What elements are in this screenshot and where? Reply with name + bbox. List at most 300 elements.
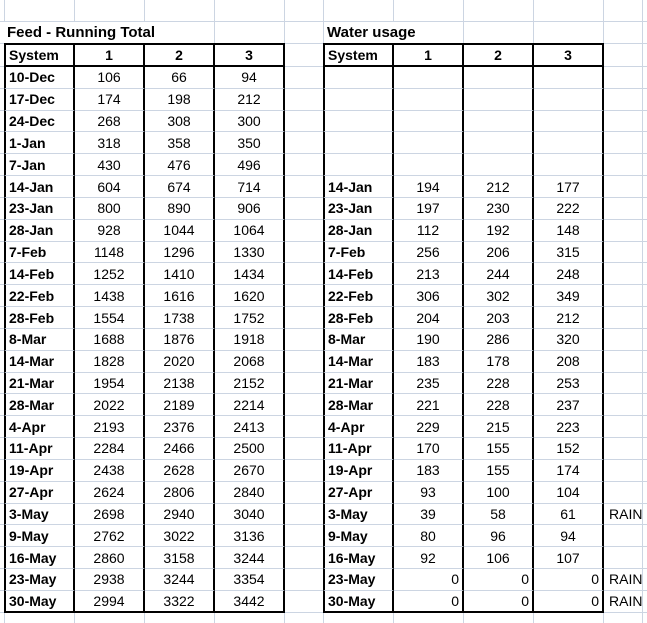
- feed-date-cell[interactable]: 28-Feb: [4, 307, 75, 329]
- right-margin-cell: [643, 351, 647, 373]
- water-value-cell-1[interactable]: [394, 132, 464, 154]
- gap-cell: [285, 591, 323, 613]
- feed-value-cell-2[interactable]: 476: [145, 154, 215, 176]
- water-value-cell-2[interactable]: 228: [464, 373, 534, 395]
- gap-cell: [285, 198, 323, 220]
- gap-cell: [285, 285, 323, 307]
- water-value-cell-1[interactable]: 183: [394, 351, 464, 373]
- sheet-row: [0, 285, 647, 307]
- water-value-cell-3[interactable]: 315: [534, 242, 604, 264]
- right-margin-cell: [643, 394, 647, 416]
- rain-label[interactable]: [604, 394, 643, 416]
- water-value-cell-1[interactable]: [394, 154, 464, 176]
- feed-value-cell-2[interactable]: 1616: [145, 285, 215, 307]
- water-value-cell-2[interactable]: 228: [464, 394, 534, 416]
- right-margin-cell: [643, 285, 647, 307]
- water-value-cell-3[interactable]: 177: [534, 176, 604, 198]
- rain-label[interactable]: [604, 67, 643, 89]
- feed-value-cell-2[interactable]: 66: [145, 67, 215, 89]
- rain-label[interactable]: [604, 263, 643, 285]
- sheet-row: [0, 198, 647, 220]
- feed-value-cell-2[interactable]: 1296: [145, 242, 215, 264]
- water-value-cell-3[interactable]: [534, 111, 604, 133]
- feed-value-cell-3[interactable]: 1330: [215, 242, 285, 264]
- water-date-cell[interactable]: 14-Mar: [323, 351, 394, 373]
- water-value-cell-2[interactable]: [464, 111, 534, 133]
- water-header-system[interactable]: System: [323, 43, 394, 67]
- rain-label[interactable]: [604, 176, 643, 198]
- rain-label[interactable]: [604, 460, 643, 482]
- feed-date-cell[interactable]: 28-Jan: [4, 220, 75, 242]
- feed-value-cell-3[interactable]: 2152: [215, 373, 285, 395]
- right-margin-cell: [643, 329, 647, 351]
- gap-cell: [285, 263, 323, 285]
- feed-value-cell-3[interactable]: 2413: [215, 416, 285, 438]
- feed-date-cell[interactable]: 8-Mar: [4, 329, 75, 351]
- rain-label[interactable]: [604, 154, 643, 176]
- right-margin-cell: [643, 263, 647, 285]
- water-header-col-2[interactable]: 2: [464, 43, 534, 67]
- feed-value-cell-2[interactable]: 2138: [145, 373, 215, 395]
- feed-value-cell-1[interactable]: 2438: [75, 460, 145, 482]
- water-value-cell-3[interactable]: 349: [534, 285, 604, 307]
- feed-value-cell-2[interactable]: 1876: [145, 329, 215, 351]
- rain-label[interactable]: [604, 373, 643, 395]
- gap-cell: [285, 525, 323, 547]
- right-margin-cell: [643, 132, 647, 154]
- feed-value-cell-1[interactable]: 1828: [75, 351, 145, 373]
- water-value-cell-1[interactable]: 221: [394, 394, 464, 416]
- feed-date-cell[interactable]: 14-Feb: [4, 263, 75, 285]
- feed-value-cell-1[interactable]: 2284: [75, 438, 145, 460]
- gap-cell: [285, 67, 323, 89]
- gap-cell: [285, 351, 323, 373]
- feed-date-cell[interactable]: 7-Jan: [4, 154, 75, 176]
- sheet-row: [0, 591, 647, 613]
- water-date-cell[interactable]: 21-Mar: [323, 373, 394, 395]
- feed-value-cell-3[interactable]: 3136: [215, 525, 285, 547]
- water-value-cell-2[interactable]: 155: [464, 460, 534, 482]
- feed-value-cell-2[interactable]: 2020: [145, 351, 215, 373]
- water-value-cell-2[interactable]: 302: [464, 285, 534, 307]
- water-value-cell-1[interactable]: 39: [394, 504, 464, 526]
- right-margin-cell: [643, 198, 647, 220]
- water-value-cell-2[interactable]: 178: [464, 351, 534, 373]
- water-date-cell[interactable]: [323, 132, 394, 154]
- feed-value-cell-1[interactable]: 2698: [75, 504, 145, 526]
- water-value-cell-3[interactable]: 148: [534, 220, 604, 242]
- rain-label[interactable]: [604, 438, 643, 460]
- water-value-cell-3[interactable]: 174: [534, 460, 604, 482]
- rain-label[interactable]: [604, 482, 643, 504]
- feed-value-cell-1[interactable]: 1252: [75, 263, 145, 285]
- water-value-cell-1[interactable]: 183: [394, 460, 464, 482]
- feed-value-cell-2[interactable]: 3022: [145, 525, 215, 547]
- rain-label[interactable]: [604, 547, 643, 569]
- water-value-cell-2[interactable]: 230: [464, 198, 534, 220]
- rain-label[interactable]: RAIN: [604, 569, 643, 591]
- sheet-row: [0, 504, 647, 526]
- right-margin-cell: [643, 591, 647, 613]
- sheet-row: [0, 569, 647, 591]
- feed-value-cell-1[interactable]: 2860: [75, 547, 145, 569]
- water-date-cell[interactable]: [323, 89, 394, 111]
- right-margin-cell: [643, 111, 647, 133]
- rain-label[interactable]: [604, 89, 643, 111]
- feed-date-cell[interactable]: 14-Mar: [4, 351, 75, 373]
- right-margin-cell: [643, 176, 647, 198]
- water-value-cell-2[interactable]: 0: [464, 569, 534, 591]
- feed-value-cell-1[interactable]: 2938: [75, 569, 145, 591]
- feed-value-cell-3[interactable]: 300: [215, 111, 285, 133]
- feed-value-cell-2[interactable]: 674: [145, 176, 215, 198]
- sheet-row: [0, 307, 647, 329]
- right-margin-cell: [643, 482, 647, 504]
- water-date-cell[interactable]: 11-Apr: [323, 438, 394, 460]
- water-date-cell[interactable]: 4-Apr: [323, 416, 394, 438]
- feed-header-col-1[interactable]: 1: [75, 43, 145, 67]
- water-date-cell[interactable]: 19-Apr: [323, 460, 394, 482]
- sheet-row: [0, 67, 647, 89]
- water-value-cell-2[interactable]: 203: [464, 307, 534, 329]
- water-value-cell-1[interactable]: 92: [394, 547, 464, 569]
- water-value-cell-1[interactable]: 256: [394, 242, 464, 264]
- sheet-row: [0, 460, 647, 482]
- rain-label[interactable]: RAIN: [604, 591, 643, 613]
- right-margin-cell: [643, 525, 647, 547]
- feed-date-cell[interactable]: 23-Jan: [4, 198, 75, 220]
- water-value-cell-3[interactable]: 253: [534, 373, 604, 395]
- water-value-cell-1[interactable]: [394, 89, 464, 111]
- water-header-col-3[interactable]: 3: [534, 43, 604, 67]
- right-margin-cell: [643, 373, 647, 395]
- feed-date-cell[interactable]: 9-May: [4, 525, 75, 547]
- gap-cell: [285, 307, 323, 329]
- water-value-cell-3[interactable]: 237: [534, 394, 604, 416]
- water-date-cell[interactable]: 14-Feb: [323, 263, 394, 285]
- gap-cell: [285, 111, 323, 133]
- water-header-col-1[interactable]: 1: [394, 43, 464, 67]
- feed-value-cell-3[interactable]: 94: [215, 67, 285, 89]
- feed-value-cell-2[interactable]: 2466: [145, 438, 215, 460]
- feed-date-cell[interactable]: 14-Jan: [4, 176, 75, 198]
- feed-value-cell-2[interactable]: 2628: [145, 460, 215, 482]
- feed-value-cell-2[interactable]: 1738: [145, 307, 215, 329]
- sheet-row: [0, 416, 647, 438]
- feed-value-cell-3[interactable]: 906: [215, 198, 285, 220]
- water-value-cell-3[interactable]: 0: [534, 569, 604, 591]
- water-value-cell-3[interactable]: 212: [534, 307, 604, 329]
- rain-label[interactable]: [604, 525, 643, 547]
- water-value-cell-1[interactable]: 229: [394, 416, 464, 438]
- sheet-row: [0, 111, 647, 133]
- feed-value-cell-2[interactable]: 3244: [145, 569, 215, 591]
- water-value-cell-3[interactable]: 61: [534, 504, 604, 526]
- feed-header-system[interactable]: System: [4, 43, 75, 67]
- feed-date-cell[interactable]: 10-Dec: [4, 67, 75, 89]
- feed-value-cell-2[interactable]: 358: [145, 132, 215, 154]
- gap-cell: [285, 154, 323, 176]
- water-value-cell-3[interactable]: [534, 132, 604, 154]
- feed-value-cell-2[interactable]: 2189: [145, 394, 215, 416]
- water-date-cell[interactable]: 28-Mar: [323, 394, 394, 416]
- feed-value-cell-1[interactable]: 800: [75, 198, 145, 220]
- feed-value-cell-3[interactable]: 3442: [215, 591, 285, 613]
- feed-value-cell-1[interactable]: 106: [75, 67, 145, 89]
- feed-value-cell-1[interactable]: 2762: [75, 525, 145, 547]
- feed-value-cell-2[interactable]: 1410: [145, 263, 215, 285]
- feed-value-cell-2[interactable]: 2806: [145, 482, 215, 504]
- feed-date-cell[interactable]: 7-Feb: [4, 242, 75, 264]
- feed-value-cell-3[interactable]: 1752: [215, 307, 285, 329]
- feed-date-cell[interactable]: 11-Apr: [4, 438, 75, 460]
- water-date-cell[interactable]: 7-Feb: [323, 242, 394, 264]
- rain-label[interactable]: [604, 307, 643, 329]
- water-value-cell-2[interactable]: [464, 132, 534, 154]
- feed-value-cell-2[interactable]: 1044: [145, 220, 215, 242]
- rain-label[interactable]: [604, 111, 643, 133]
- rain-label[interactable]: [604, 329, 643, 351]
- feed-value-cell-1[interactable]: 318: [75, 132, 145, 154]
- water-date-cell[interactable]: 28-Feb: [323, 307, 394, 329]
- right-margin-cell: [643, 43, 647, 67]
- feed-value-cell-3[interactable]: 1918: [215, 329, 285, 351]
- feed-value-cell-1[interactable]: 1554: [75, 307, 145, 329]
- feed-value-cell-1[interactable]: 2624: [75, 482, 145, 504]
- sheet-row: [0, 89, 647, 111]
- gap-cell: [285, 329, 323, 351]
- header-row: [0, 43, 647, 67]
- right-margin-cell: [643, 67, 647, 89]
- feed-date-cell[interactable]: 3-May: [4, 504, 75, 526]
- water-value-cell-2[interactable]: 215: [464, 416, 534, 438]
- rain-column-header-cell: [604, 43, 643, 67]
- water-value-cell-1[interactable]: 170: [394, 438, 464, 460]
- rain-label[interactable]: [604, 242, 643, 264]
- right-margin-cell: [643, 307, 647, 329]
- feed-date-cell[interactable]: 1-Jan: [4, 132, 75, 154]
- feed-value-cell-2[interactable]: 3322: [145, 591, 215, 613]
- water-date-cell[interactable]: 28-Jan: [323, 220, 394, 242]
- feed-value-cell-3[interactable]: 3354: [215, 569, 285, 591]
- water-date-cell[interactable]: [323, 67, 394, 89]
- water-value-cell-1[interactable]: 0: [394, 569, 464, 591]
- rain-label[interactable]: RAIN: [604, 504, 643, 526]
- water-value-cell-1[interactable]: 112: [394, 220, 464, 242]
- feed-value-cell-1[interactable]: 1954: [75, 373, 145, 395]
- sheet-row: [0, 373, 647, 395]
- rain-label[interactable]: [604, 285, 643, 307]
- feed-value-cell-1[interactable]: 174: [75, 89, 145, 111]
- gap-cell: [285, 43, 323, 67]
- water-value-cell-1[interactable]: 0: [394, 591, 464, 613]
- feed-value-cell-3[interactable]: 2214: [215, 394, 285, 416]
- right-margin-cell: [643, 438, 647, 460]
- water-value-cell-3[interactable]: 104: [534, 482, 604, 504]
- water-value-cell-3[interactable]: 222: [534, 198, 604, 220]
- water-date-cell[interactable]: 3-May: [323, 504, 394, 526]
- water-table-title[interactable]: Water usage: [324, 22, 424, 43]
- sheet-row: [0, 176, 647, 198]
- water-value-cell-2[interactable]: [464, 154, 534, 176]
- feed-value-cell-3[interactable]: 3244: [215, 547, 285, 569]
- feed-value-cell-3[interactable]: 3040: [215, 504, 285, 526]
- water-date-cell[interactable]: [323, 111, 394, 133]
- water-value-cell-1[interactable]: 80: [394, 525, 464, 547]
- water-value-cell-1[interactable]: 235: [394, 373, 464, 395]
- right-margin-cell: [643, 416, 647, 438]
- feed-date-cell[interactable]: 21-Mar: [4, 373, 75, 395]
- feed-table-title[interactable]: Feed - Running Total: [4, 22, 163, 43]
- feed-value-cell-3[interactable]: 2068: [215, 351, 285, 373]
- rain-label[interactable]: [604, 220, 643, 242]
- water-date-cell[interactable]: 23-Jan: [323, 198, 394, 220]
- water-value-cell-2[interactable]: [464, 67, 534, 89]
- water-value-cell-2[interactable]: 100: [464, 482, 534, 504]
- feed-value-cell-2[interactable]: 2376: [145, 416, 215, 438]
- right-margin-cell: [643, 547, 647, 569]
- water-date-cell[interactable]: 23-May: [323, 569, 394, 591]
- water-value-cell-3[interactable]: [534, 89, 604, 111]
- rain-label[interactable]: [604, 198, 643, 220]
- water-value-cell-3[interactable]: [534, 154, 604, 176]
- water-value-cell-1[interactable]: 93: [394, 482, 464, 504]
- feed-date-cell[interactable]: 16-May: [4, 547, 75, 569]
- feed-value-cell-1[interactable]: 1438: [75, 285, 145, 307]
- feed-date-cell[interactable]: 23-May: [4, 569, 75, 591]
- water-value-cell-2[interactable]: 58: [464, 504, 534, 526]
- feed-value-cell-3[interactable]: 1064: [215, 220, 285, 242]
- water-date-cell[interactable]: 14-Jan: [323, 176, 394, 198]
- feed-value-cell-1[interactable]: 430: [75, 154, 145, 176]
- gap-cell: [285, 242, 323, 264]
- feed-value-cell-3[interactable]: 714: [215, 176, 285, 198]
- water-value-cell-1[interactable]: 306: [394, 285, 464, 307]
- feed-value-cell-1[interactable]: 2193: [75, 416, 145, 438]
- water-date-cell[interactable]: 22-Feb: [323, 285, 394, 307]
- rain-label[interactable]: [604, 132, 643, 154]
- water-value-cell-1[interactable]: 194: [394, 176, 464, 198]
- feed-value-cell-2[interactable]: 308: [145, 111, 215, 133]
- water-value-cell-2[interactable]: 192: [464, 220, 534, 242]
- sheet-row: [0, 547, 647, 569]
- feed-value-cell-3[interactable]: 496: [215, 154, 285, 176]
- water-value-cell-3[interactable]: 0: [534, 591, 604, 613]
- water-value-cell-1[interactable]: 213: [394, 263, 464, 285]
- water-date-cell[interactable]: 27-Apr: [323, 482, 394, 504]
- feed-value-cell-2[interactable]: 198: [145, 89, 215, 111]
- water-value-cell-3[interactable]: 152: [534, 438, 604, 460]
- sheet-row: [0, 132, 647, 154]
- water-value-cell-1[interactable]: 190: [394, 329, 464, 351]
- feed-value-cell-1[interactable]: 1688: [75, 329, 145, 351]
- water-date-cell[interactable]: 16-May: [323, 547, 394, 569]
- gap-cell: [285, 220, 323, 242]
- gap-cell: [285, 438, 323, 460]
- feed-value-cell-1[interactable]: 928: [75, 220, 145, 242]
- water-value-cell-1[interactable]: [394, 111, 464, 133]
- feed-value-cell-1[interactable]: 2022: [75, 394, 145, 416]
- water-value-cell-2[interactable]: 286: [464, 329, 534, 351]
- gap-cell: [285, 373, 323, 395]
- water-date-cell[interactable]: 30-May: [323, 591, 394, 613]
- right-margin-cell: [643, 154, 647, 176]
- sheet-row: [0, 242, 647, 264]
- gap-cell: [285, 569, 323, 591]
- feed-value-cell-2[interactable]: 3158: [145, 547, 215, 569]
- feed-header-col-2[interactable]: 2: [145, 43, 215, 67]
- water-value-cell-3[interactable]: 248: [534, 263, 604, 285]
- feed-date-cell[interactable]: 22-Feb: [4, 285, 75, 307]
- feed-value-cell-3[interactable]: 2500: [215, 438, 285, 460]
- water-value-cell-3[interactable]: 107: [534, 547, 604, 569]
- water-value-cell-2[interactable]: [464, 89, 534, 111]
- water-value-cell-3[interactable]: 94: [534, 525, 604, 547]
- sheet-row: [0, 220, 647, 242]
- right-margin-cell: [643, 220, 647, 242]
- sheet-row: [0, 394, 647, 416]
- water-value-cell-2[interactable]: 212: [464, 176, 534, 198]
- feed-value-cell-3[interactable]: 2670: [215, 460, 285, 482]
- feed-value-cell-3[interactable]: 1434: [215, 263, 285, 285]
- feed-date-cell[interactable]: 28-Mar: [4, 394, 75, 416]
- feed-value-cell-3[interactable]: 2840: [215, 482, 285, 504]
- water-value-cell-2[interactable]: 106: [464, 547, 534, 569]
- water-date-cell[interactable]: [323, 154, 394, 176]
- water-date-cell[interactable]: 8-Mar: [323, 329, 394, 351]
- feed-value-cell-1[interactable]: 268: [75, 111, 145, 133]
- water-value-cell-2[interactable]: 96: [464, 525, 534, 547]
- feed-value-cell-3[interactable]: 212: [215, 89, 285, 111]
- feed-date-cell[interactable]: 24-Dec: [4, 111, 75, 133]
- feed-value-cell-2[interactable]: 2940: [145, 504, 215, 526]
- water-value-cell-3[interactable]: 208: [534, 351, 604, 373]
- sheet-row: [0, 329, 647, 351]
- rain-label[interactable]: [604, 351, 643, 373]
- feed-date-cell[interactable]: 17-Dec: [4, 89, 75, 111]
- water-value-cell-2[interactable]: 244: [464, 263, 534, 285]
- feed-date-cell[interactable]: 19-Apr: [4, 460, 75, 482]
- water-value-cell-1[interactable]: [394, 67, 464, 89]
- feed-value-cell-1[interactable]: 2994: [75, 591, 145, 613]
- feed-value-cell-3[interactable]: 1620: [215, 285, 285, 307]
- water-value-cell-2[interactable]: 206: [464, 242, 534, 264]
- feed-date-cell[interactable]: 30-May: [4, 591, 75, 613]
- feed-header-col-3[interactable]: 3: [215, 43, 285, 67]
- sheet-row: [0, 263, 647, 285]
- rain-label[interactable]: [604, 416, 643, 438]
- feed-value-cell-2[interactable]: 890: [145, 198, 215, 220]
- gap-cell: [285, 504, 323, 526]
- water-value-cell-3[interactable]: [534, 67, 604, 89]
- sheet-row: [0, 525, 647, 547]
- water-date-cell[interactable]: 9-May: [323, 525, 394, 547]
- feed-date-cell[interactable]: 4-Apr: [4, 416, 75, 438]
- water-value-cell-1[interactable]: 197: [394, 198, 464, 220]
- feed-value-cell-1[interactable]: 1148: [75, 242, 145, 264]
- feed-value-cell-3[interactable]: 350: [215, 132, 285, 154]
- data-rows: [0, 67, 647, 613]
- water-value-cell-1[interactable]: 204: [394, 307, 464, 329]
- feed-date-cell[interactable]: 27-Apr: [4, 482, 75, 504]
- water-value-cell-3[interactable]: 223: [534, 416, 604, 438]
- water-value-cell-2[interactable]: 155: [464, 438, 534, 460]
- right-margin-cell: [643, 460, 647, 482]
- water-value-cell-2[interactable]: 0: [464, 591, 534, 613]
- feed-value-cell-1[interactable]: 604: [75, 176, 145, 198]
- right-margin-cell: [643, 242, 647, 264]
- water-value-cell-3[interactable]: 320: [534, 329, 604, 351]
